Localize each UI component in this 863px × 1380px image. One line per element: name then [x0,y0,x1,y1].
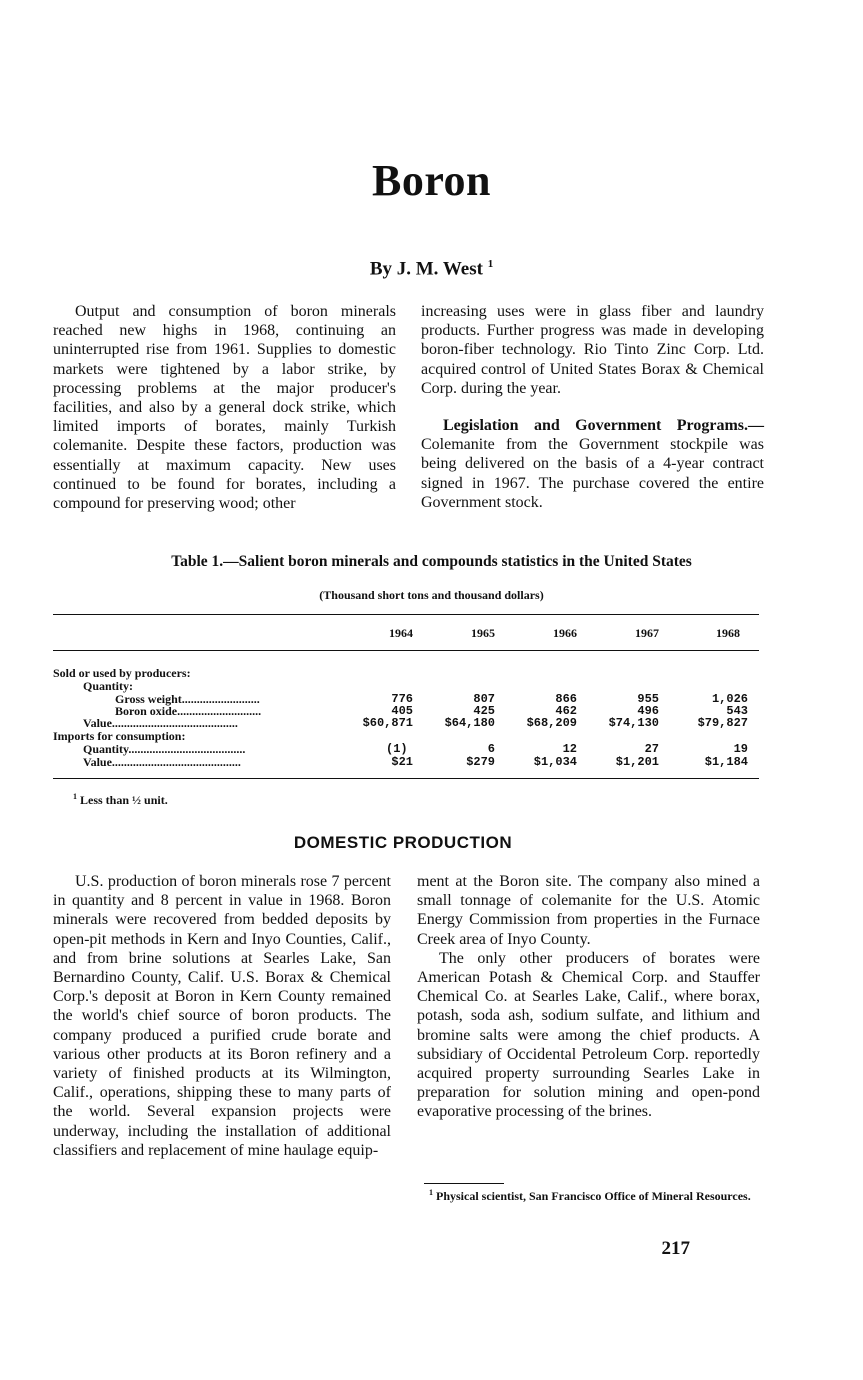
table-cell: 6 [487,742,495,756]
author-footnote: $^1$ Physical scientist, San Francisco Office of Mineral Resources. [429,1188,751,1203]
row-label-imp-quantity: Quantity....................................... [83,742,246,756]
table-cell: 405 [391,704,413,718]
table-header-rule [53,650,759,651]
domestic-right-column [417,872,760,1122]
author-byline [0,258,863,280]
table-top-rule [53,614,759,615]
intro-paragraph: Output and consumption of boron minerals reached new highs in 1968, continuing an uninterrupted rise from 1961. Supplies to domestic markets were tightened by a labor strike, by processing problems at the major producer's facilities, and also by a general dock strike, which limited imports of borates, mainly Turkish colemanite. Despite these factors, production was essentially at maximum capacity. New uses continued to be found for borates, including a compound for preserving wood; other [53,303,396,513]
table-cell: 425 [473,704,495,718]
intro-right-column [421,302,764,512]
page-title: Boron [371,156,492,205]
table-cell: $1,201 [615,755,659,769]
table-subtitle: (Thousand short tons and thousand dollars) [319,588,544,602]
table-cell: 866 [555,692,577,706]
row-label-imp-value: Value........................................... [83,755,241,769]
domestic-left-column [53,872,391,1160]
table-cell: $64,180 [444,716,495,730]
table-cell: 19 [733,742,748,756]
table-footnote: $^1$ Less than ½ unit. [73,792,168,807]
page-number: 217 [661,1238,690,1259]
legislation-paragraph [421,416,764,512]
year-header: 1966 [553,626,577,640]
table-cell: $1,034 [533,755,577,769]
table-cell: 543 [726,704,748,718]
intro-continuation: increasing uses were in glass fiber and laundry products. Further progress was made in developing boron-fiber technology. Rio Tinto Zinc Corp. Ltd. acquired control of United States Borax & Chemical Corp. during the year. [421,303,764,397]
year-header: 1967 [635,626,659,640]
table-cell: $74,130 [608,716,659,730]
domestic-paragraph: U.S. production of boron minerals rose 7 percent in quantity and 8 percent in value in 1968. Boron minerals were recovered from bedded deposits by open-pit methods in Kern and Inyo Counties, Calif., and from brine solutions at Searles Lake, San Bernardino County, Calif. U.S. Borax & Chemical Corp.'s deposit at Boron in Kern County remained the world's chief source of boron products. The company produced a purified crude borate and various other products at its Boron refinery and a variety of finished products at its Wilmington, Calif., operations, shipping these to many parts of the world. Several expansion projects were underway, including the installation of additional classifiers and replacement of mine haulage equip- [53,873,391,1159]
table-cell: 462 [555,704,577,718]
table-cell: (1) [386,742,408,756]
year-header: 1964 [389,626,413,640]
author-footnote-mark: 1 [487,258,494,270]
row-label-quantity: Quantity: [83,679,134,693]
intro-left-column [53,302,396,513]
table-cell: 776 [391,692,413,706]
legislation-text: Colemanite from the Government stockpile was being delivered on the basis of a 4-year contract signed in 1967. The purchase covered the entire Government stock. [421,436,764,511]
table-cell: 27 [644,742,659,756]
year-header: 1965 [471,626,495,640]
table-cell: 12 [562,742,577,756]
author-name: By J. M. West [369,258,483,280]
row-label-boron-oxide: Boron oxide............................ [115,704,262,718]
table-cell: $79,827 [697,716,748,730]
row-label-value: Value.......................................... [83,716,238,730]
row-label-gross-weight: Gross weight.......................... [115,692,260,706]
table-cell: 807 [473,692,495,706]
domestic-paragraph-2: The only other producers of borates were American Potash & Chemical Corp. and Stauffer Chemical Co. at Searles Lake, Calif., where borax, potash, soda ash, sodium sulfate, and lithium and bromine salts were among the chief products. A subsidiary of Occidental Petroleum Corp. reportedly acquired property surrounding Searles Lake in preparation for solution mining and open-pond evaporative processing of the brines. [417,949,760,1121]
row-label-imports: Imports for consumption: [53,729,186,743]
table-cell: 955 [637,692,659,706]
legislation-heading: Legislation and Government Programs.— [443,417,764,435]
table-cell: $1,184 [704,755,748,769]
footnote-rule [424,1183,504,1184]
year-header: 1968 [716,626,740,640]
table-title: Table 1.—Salient boron minerals and compounds statistics in the United States [171,553,692,570]
table-cell: 1,026 [711,692,748,706]
table-cell: 496 [637,704,659,718]
table-cell: $21 [391,755,413,769]
table-bottom-rule [53,778,759,779]
section-heading: DOMESTIC PRODUCTION [293,833,513,852]
row-label-sold: Sold or used by producers: [53,666,191,680]
domestic-continuation: ment at the Boron site. The company also mined a small tonnage of colemanite for the U.S. Atomic Energy Commission from properties in the Furnace Creek area of Inyo County. [417,873,760,948]
table-cell: $68,209 [526,716,577,730]
table-cell: $279 [466,755,495,769]
table-cell: $60,871 [362,716,413,730]
